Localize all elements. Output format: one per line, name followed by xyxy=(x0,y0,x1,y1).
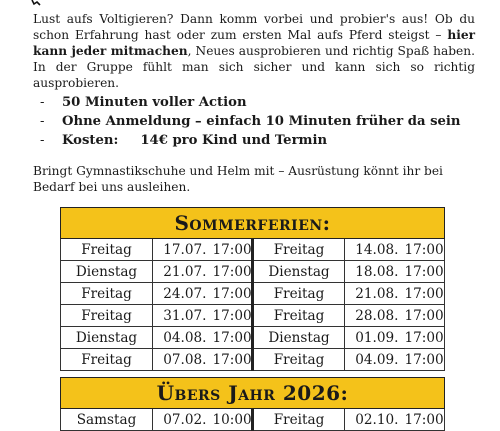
equipment-note: Bringt Gymnastikschuhe und Helm mit – Ausrüstung könnt ihr bei Bedarf bei uns ausleihen. xyxy=(33,164,443,194)
bullet-dash: - xyxy=(40,133,45,148)
date-cell: 17.07. xyxy=(153,239,210,261)
date-cell: 04.08. xyxy=(153,327,210,349)
bullet-duration xyxy=(40,93,480,112)
weekday-cell: Dienstag xyxy=(61,327,153,349)
time-cell: 17:00 xyxy=(402,305,445,327)
weekday-cell: Samstag xyxy=(61,409,153,431)
date-cell: 31.07. xyxy=(153,305,210,327)
time-cell: 17:00 xyxy=(402,283,445,305)
weekday-cell: Freitag xyxy=(253,239,345,261)
weekday-cell: Freitag xyxy=(253,409,345,431)
date-cell: 21.07. xyxy=(153,261,210,283)
bullet-cost-value: 14€ pro Kind und Termin xyxy=(140,133,328,148)
weekday-cell: Freitag xyxy=(61,349,153,371)
time-cell: 17:00 xyxy=(402,239,445,261)
summer-schedule-body xyxy=(61,239,445,371)
schedule-row xyxy=(61,349,445,371)
time-cell: 17:00 xyxy=(210,305,253,327)
intro-text-start: Lust aufs Voltigieren? Dann komm vorbei und probier's aus! Ob du schon Erfahrung hast oder zum ersten Mal aufs Pferd steigst – xyxy=(33,12,475,42)
weekday-cell: Dienstag xyxy=(253,261,345,283)
schedule-row xyxy=(61,261,445,283)
weekday-cell: Freitag xyxy=(253,305,345,327)
weekday-cell: Dienstag xyxy=(253,327,345,349)
time-cell: 17:00 xyxy=(210,349,253,371)
date-cell: 02.10. xyxy=(345,409,402,431)
time-cell: 10:00 xyxy=(210,409,253,431)
schedule-row xyxy=(61,327,445,349)
date-cell: 04.09. xyxy=(345,349,402,371)
date-cell: 18.08. xyxy=(345,261,402,283)
time-cell: 17:00 xyxy=(402,349,445,371)
time-cell: 17:00 xyxy=(210,261,253,283)
year-schedule-table xyxy=(60,377,445,431)
weekday-cell: Freitag xyxy=(253,283,345,305)
time-cell: 17:00 xyxy=(402,327,445,349)
summer-schedule-title: Sommerferien: xyxy=(61,208,445,239)
date-cell: 14.08. xyxy=(345,239,402,261)
weekday-cell: Freitag xyxy=(61,305,153,327)
date-cell: 28.08. xyxy=(345,305,402,327)
time-cell: 17:00 xyxy=(402,409,445,431)
bullet-registration xyxy=(40,112,480,131)
time-cell: 17:00 xyxy=(210,283,253,305)
weekday-cell: Freitag xyxy=(61,239,153,261)
info-bullet-list xyxy=(40,93,480,150)
time-cell: 17:00 xyxy=(210,239,253,261)
bullet-cost xyxy=(40,131,480,150)
intro-emphasis: hier kann jeder mitmachen xyxy=(33,28,475,58)
time-cell: 17:00 xyxy=(402,261,445,283)
date-cell: 07.08. xyxy=(153,349,210,371)
date-cell: 24.07. xyxy=(153,283,210,305)
date-cell: 21.08. xyxy=(345,283,402,305)
year-schedule-title: Übers Jahr 2026: xyxy=(61,378,445,409)
bullet-dash: - xyxy=(40,95,45,110)
decorative-horse-icon xyxy=(31,0,41,6)
intro-text-end: , Neues ausprobieren und richtig Spaß haben. In der Gruppe fühlt man sich sicher und kann sich so richtig ausprobieren. xyxy=(33,44,475,90)
schedule-row xyxy=(61,239,445,261)
bullet-duration-text: 50 Minuten voller Action xyxy=(62,95,247,110)
schedule-row xyxy=(61,283,445,305)
bullet-cost-label: Kosten: xyxy=(62,133,119,148)
date-cell: 01.09. xyxy=(345,327,402,349)
weekday-cell: Freitag xyxy=(61,283,153,305)
weekday-cell: Freitag xyxy=(253,349,345,371)
bullet-registration-text: Ohne Anmeldung – einfach 10 Minuten früher da sein xyxy=(62,114,461,129)
schedule-row xyxy=(61,305,445,327)
time-cell: 17:00 xyxy=(210,327,253,349)
intro-paragraph xyxy=(33,11,475,91)
weekday-cell: Dienstag xyxy=(61,261,153,283)
date-cell: 07.02. xyxy=(153,409,210,431)
bullet-dash: - xyxy=(40,114,45,129)
summer-schedule-table xyxy=(60,207,445,371)
